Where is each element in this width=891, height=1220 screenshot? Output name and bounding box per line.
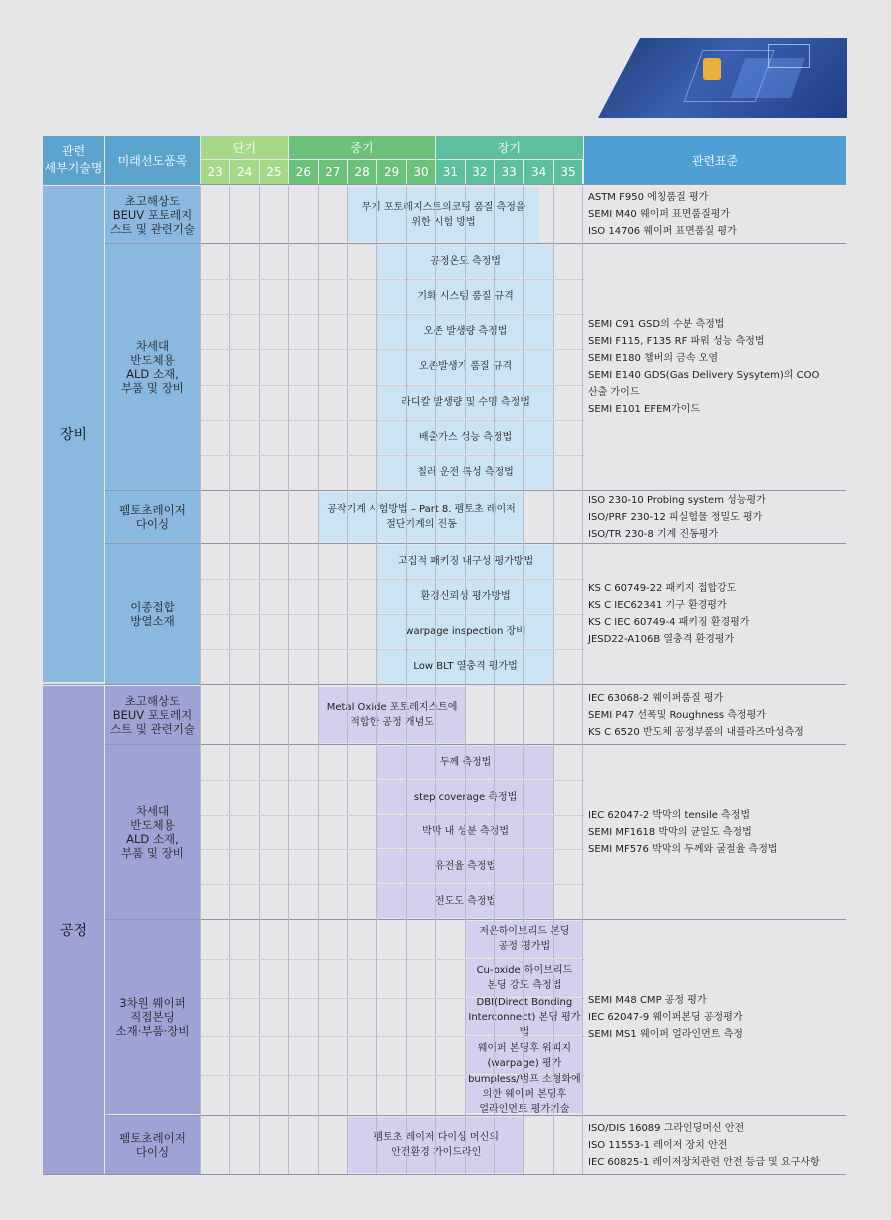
item-name: 초고해상도 BEUV 포토레지 스트 및 관련기술 bbox=[105, 186, 200, 243]
year-grid-line bbox=[435, 186, 436, 1174]
roadmap-bar: Metal Oxide 포토레지스트에 적합한 공정 개념도 bbox=[319, 687, 466, 743]
roadmap-bar: 공작기계 시험방법 – Part 8. 펨토초 레이저 절단기계의 진동 bbox=[319, 492, 525, 542]
year-23: 23 bbox=[201, 160, 229, 184]
standards-cell: IEC 62047-2 박막의 tensile 측정법 SEMI MF1618 박막의 균일도 측정법 SEMI MF576 박막의 두께와 굴절율 측정법 bbox=[588, 809, 778, 855]
row-divider bbox=[105, 243, 846, 244]
item-name: 차세대 반도체용 ALD 소재, 부품 및 장비 bbox=[105, 244, 200, 490]
roadmap-bar: 오존발생기 품질 규격 bbox=[377, 350, 553, 383]
roadmap-table bbox=[43, 136, 846, 1175]
year-grid-line bbox=[494, 186, 495, 1174]
standards-cell: ISO/DIS 16089 그라인딩머신 안전 ISO 11553-1 레이저 장치 안전 IEC 60825-1 레이저장치관련 안전 등급 및 요구사항 bbox=[588, 1122, 820, 1168]
header-image bbox=[598, 38, 847, 118]
section-top-line bbox=[43, 684, 846, 685]
header-term-short: 단기 bbox=[201, 136, 288, 159]
header-col2: 미래선도품목 bbox=[105, 136, 200, 184]
header-standards: 관련표준 bbox=[584, 136, 846, 184]
year-26: 26 bbox=[289, 160, 317, 184]
roadmap-bar: 전도도 측정법 bbox=[377, 885, 553, 918]
year-grid-line bbox=[229, 186, 230, 1174]
roadmap-bar: warpage inspection 장비 bbox=[377, 615, 553, 648]
year-grid-line bbox=[582, 186, 583, 1174]
item-name: 차세대 반도체용 ALD 소재, 부품 및 장비 bbox=[105, 745, 200, 919]
year-24: 24 bbox=[230, 160, 258, 184]
roadmap-bar: Cu-oxide 하이브리드 본딩 강도 측정법 bbox=[466, 960, 584, 997]
header-col1: 관련 세부기술명 bbox=[43, 136, 104, 184]
year-31: 31 bbox=[436, 160, 464, 184]
row-divider bbox=[105, 919, 846, 920]
roadmap-bar: 웨이퍼 본딩후 워피지 (warpage) 평가 bbox=[466, 1037, 584, 1074]
year-grid-line bbox=[465, 186, 466, 1174]
standards-cell: SEMI M48 CMP 공정 평가 IEC 62047-9 웨이퍼본딩 공정평가 SEMI MS1 웨이퍼 얼라인먼트 측정 bbox=[588, 994, 743, 1040]
roadmap-bar: DBI(Direct Bonding Interconnect) 본딩 평가법 bbox=[466, 999, 584, 1036]
roadmap-bar: 오존 발생량 측정법 bbox=[377, 315, 553, 348]
robot-arm-graphic bbox=[703, 58, 721, 80]
standards-cell: ISO 230-10 Probing system 성능평가 ISO/PRF 230-12 피실험물 정밀도 평가 ISO/TR 230-8 기계 진동평가 bbox=[588, 494, 766, 540]
year-grid-line bbox=[523, 186, 524, 1174]
roadmap-bar: 두께 측정법 bbox=[377, 746, 553, 779]
year-grid-line bbox=[288, 186, 289, 1174]
header-term-mid: 중기 bbox=[289, 136, 435, 159]
item-name: 3차원 웨이퍼 직접본딩 소재·부품·장비 bbox=[105, 920, 200, 1114]
roadmap-bar: 기화 시스템 품질 규격 bbox=[377, 280, 553, 313]
roadmap-bar: 펨토초 레이저 다이싱 머신의 안전환경 가이드라인 bbox=[348, 1117, 524, 1173]
roadmap-bar: 배출가스 성능 측정법 bbox=[377, 421, 553, 454]
roadmap-bar: 공정온도 측정법 bbox=[377, 245, 553, 278]
year-grid-line bbox=[200, 186, 201, 1174]
row-divider bbox=[105, 543, 846, 544]
item-name: 초고해상도 BEUV 포토레지 스트 및 관련기술 bbox=[105, 686, 200, 744]
row-divider bbox=[105, 744, 846, 745]
year-32: 32 bbox=[466, 160, 494, 184]
roadmap-bar: Low BLT 열충격 평가법 bbox=[377, 650, 553, 683]
year-grid-line bbox=[347, 186, 348, 1174]
standards-cell: IEC 63068-2 웨이퍼품질 평가 SEMI P47 선폭및 Roughness 측정평가 KS C 6520 반도체 공정부품의 내플라즈마성측정 bbox=[588, 692, 804, 738]
roadmap-bar: 라디칼 발생량 및 수명 측정법 bbox=[377, 386, 553, 419]
year-grid-line bbox=[406, 186, 407, 1174]
roadmap-bar: 박막 내 성분 측정법 bbox=[377, 816, 553, 849]
roadmap-bar: 유전율 측정법 bbox=[377, 850, 553, 883]
standards-cell: SEMI C91 GSD의 수분 측정법 SEMI F115, F135 RF 파워 성능 측정법 SEMI E180 챔버의 금속 오염 SEMI E140 GDS(Gas Delivery Sysytem)의 COO 산출 가이드 SEMI E101 EFEM가이드 bbox=[588, 319, 820, 415]
year-29: 29 bbox=[377, 160, 405, 184]
roadmap-bar: 칠러 운전 특성 측정법 bbox=[377, 456, 553, 489]
year-35: 35 bbox=[554, 160, 582, 184]
section-top-line bbox=[43, 184, 846, 185]
grid-graphic bbox=[768, 44, 810, 68]
row-divider bbox=[105, 490, 846, 491]
year-30: 30 bbox=[407, 160, 435, 184]
year-27: 27 bbox=[319, 160, 347, 184]
year-25: 25 bbox=[260, 160, 288, 184]
roadmap-bar: 고집적 패키징 내구성 평가방법 bbox=[377, 545, 553, 578]
year-34: 34 bbox=[524, 160, 552, 184]
item-name: 이종접합 방열소재 bbox=[105, 544, 200, 684]
year-28: 28 bbox=[348, 160, 376, 184]
table-bottom-line bbox=[43, 1174, 846, 1175]
standards-cell: ASTM F950 에칭품질 평가 SEMI M40 웨이퍼 표면품질평가 ISO 14706 웨이퍼 표면품질 평가 bbox=[588, 192, 737, 237]
roadmap-bar: bumpless/범프 소형화에 의한 웨이퍼 본딩후 얼라인먼트 평가기술 bbox=[466, 1076, 584, 1113]
roadmap-bar: step coverage 측정법 bbox=[377, 781, 553, 814]
year-grid-line bbox=[259, 186, 260, 1174]
roadmap-bar: 무기 포토레지스트의코팅 품질 측정을 위한 시험 방법 bbox=[348, 187, 539, 242]
year-grid-line bbox=[318, 186, 319, 1174]
standards-cell: KS C 60749-22 패키지 접합강도 KS C IEC62341 기구 환경평가 KS C IEC 60749-4 패키징 환경평가 JESD22-A106B 열충격 환경평가 bbox=[588, 583, 750, 645]
year-grid-line bbox=[376, 186, 377, 1174]
year-grid-line bbox=[553, 186, 554, 1174]
roadmap-bar: 저온하이브리드 본딩 공정 평가법 bbox=[466, 921, 584, 958]
item-name: 펨토초레이저 다이싱 bbox=[105, 491, 200, 543]
header-term-long: 장기 bbox=[436, 136, 583, 159]
section-label: 장비 bbox=[43, 186, 104, 682]
item-name: 펨토초레이저 다이싱 bbox=[105, 1116, 200, 1174]
year-33: 33 bbox=[495, 160, 523, 184]
row-divider bbox=[105, 1115, 846, 1116]
section-label: 공정 bbox=[43, 686, 104, 1174]
roadmap-bar: 환경신뢰성 평가방법 bbox=[377, 580, 553, 613]
